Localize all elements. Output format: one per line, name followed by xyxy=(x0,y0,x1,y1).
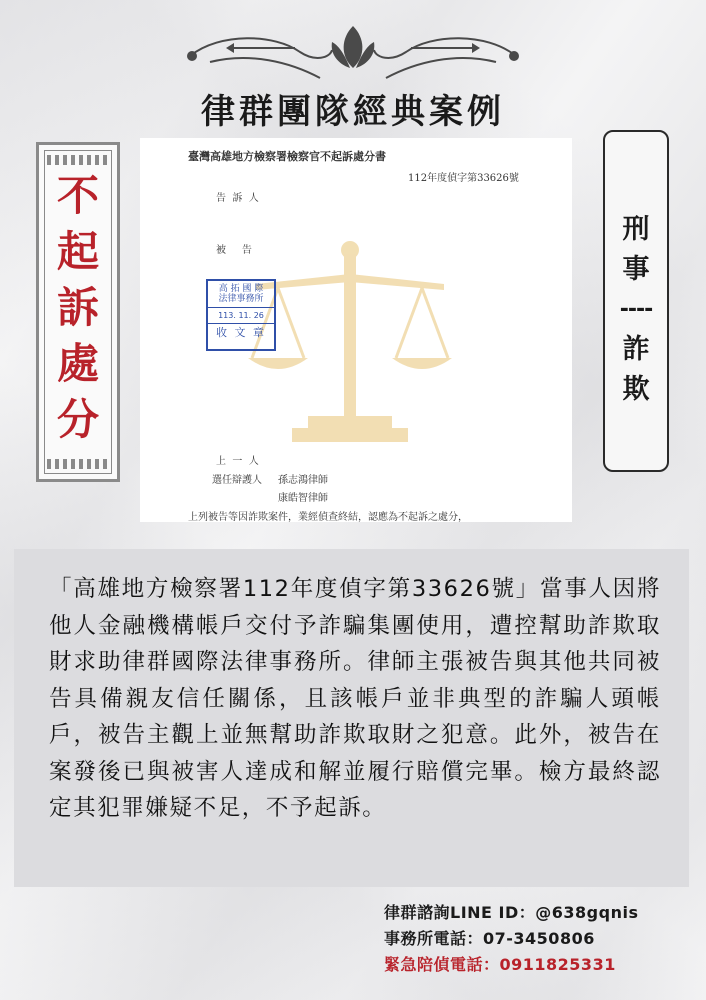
category-char: 事 xyxy=(622,254,650,285)
office-phone: 事務所電話：07-3450806 xyxy=(384,929,595,948)
category-char: 詐 xyxy=(622,334,650,365)
category-char: 欺 xyxy=(622,374,650,405)
category-char: 刑 xyxy=(622,214,650,245)
counsel-label: 選任辯護人 xyxy=(212,475,262,486)
counsel-name: 孫志鴻律師 xyxy=(278,475,328,486)
page-title: 律群團隊經典案例 xyxy=(201,92,505,132)
counsel-name: 康皓智律師 xyxy=(278,493,328,504)
above-person-label: 上 一 人 xyxy=(216,456,259,467)
defendant-label: 被 告 xyxy=(216,245,252,256)
scales-of-justice-icon xyxy=(248,240,452,446)
document-conclusion: 上列被告等因詐欺案件，業經偵查終結，認應為不起訴之處分， xyxy=(188,512,468,523)
frame-decoration xyxy=(47,155,109,165)
document-scan xyxy=(140,138,572,522)
side-title-frame xyxy=(36,142,120,482)
contact-info xyxy=(384,900,638,978)
received-stamp xyxy=(206,279,276,351)
stamp-firm-name xyxy=(208,281,274,308)
line-id: 律群諮詢LINE ID：@638gqnis xyxy=(384,903,639,922)
category-separator: ---- xyxy=(619,297,653,322)
side-title xyxy=(39,171,117,444)
stamp-line: 法律事務所 xyxy=(218,294,264,305)
side-title-char: 起 xyxy=(56,227,99,276)
frame-decoration xyxy=(47,459,109,469)
document-case-number: 112年度偵字第33626號 xyxy=(408,173,519,184)
side-title-char: 處 xyxy=(56,339,99,388)
case-category-box xyxy=(603,130,669,472)
stamp-line: 高 拓 國 際 xyxy=(218,284,264,294)
case-category xyxy=(605,210,667,410)
side-title-char: 不 xyxy=(56,171,99,220)
document-heading: 臺灣高雄地方檢察署檢察官不起訴處分書 xyxy=(188,150,386,163)
stamp-received-label: 收 文 章 xyxy=(216,325,266,339)
side-title-char: 分 xyxy=(56,395,99,444)
case-description-box xyxy=(14,549,689,887)
side-title-char: 訴 xyxy=(56,283,99,332)
stamp-date: 113. 11. 26 xyxy=(208,308,274,324)
urgent-phone: 緊急陪偵電話：0911825331 xyxy=(384,955,616,974)
complainant-label: 告 訴 人 xyxy=(216,193,259,204)
case-description: 「高雄地方檢察署112年度偵字第33626號」當事人因將他人金融機構帳戶交付予詐騙集團使用，遭控幫助詐欺取財求助律群國際法律事務所。律師主張被告與其他共同被告具備親友信任關係，且該帳戶並非典型的詐騙人頭帳戶，被告主觀上並無幫助詐欺取財之犯意。此外，被告在案發後已與被害人達成和解並履行賠償完畢。檢方最終認定其犯罪嫌疑不足，不予起訴。 xyxy=(49,576,661,821)
